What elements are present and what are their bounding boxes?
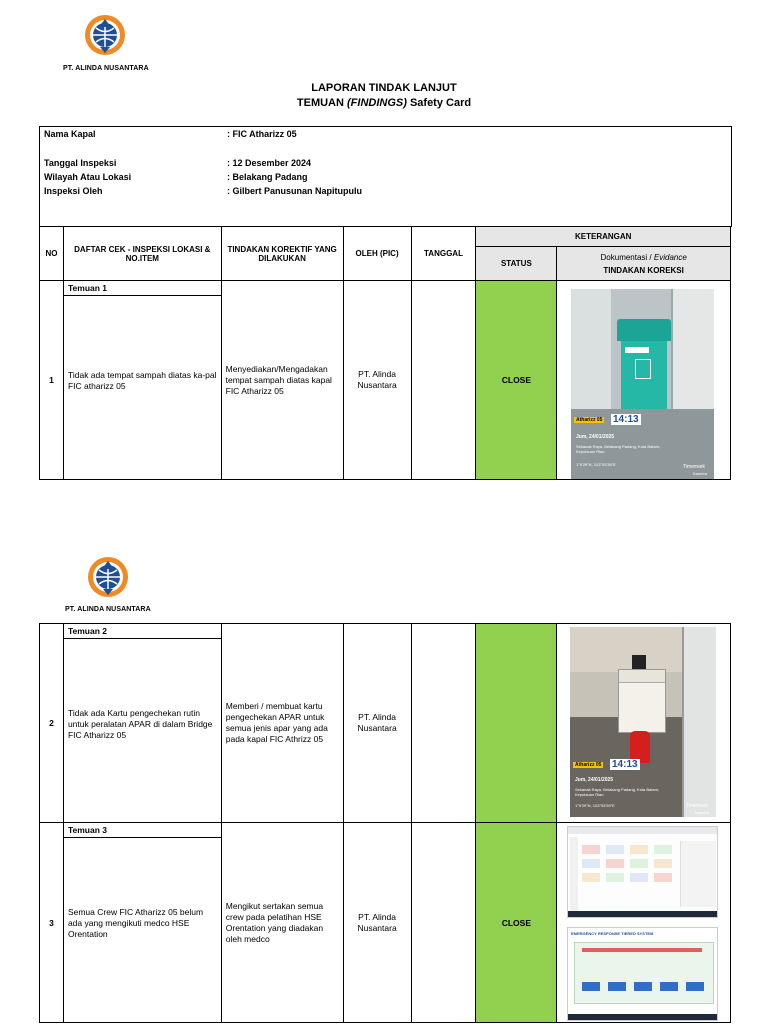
finding-label: Temuan 3 xyxy=(64,823,221,838)
inspection-card-icon xyxy=(618,669,666,733)
inspector-label: Inspeksi Oleh xyxy=(44,186,103,196)
ship-value: : FIC Atharizz 05 xyxy=(227,129,297,139)
report-title-line2: TEMUAN (FINDINGS) Safety Card xyxy=(296,97,472,109)
corrective-action: Menyediakan/Mengadakan tempat sampah diatas kapal FIC Atharizz 05 xyxy=(225,363,332,396)
stamp-date: Jum, 24/01/2025 xyxy=(576,434,615,440)
status-badge xyxy=(476,624,557,823)
status-badge: CLOSE xyxy=(476,281,557,480)
company-logo-icon xyxy=(83,13,127,57)
stamp-coords: 1°9'29"N, 103°53'39"E xyxy=(576,462,616,467)
report-title-line1: LAPORAN TINDAK LANJUT xyxy=(311,82,457,94)
finding-label: Temuan 1 xyxy=(64,281,221,296)
area-label: Wilayah Atau Lokasi xyxy=(44,172,132,182)
header-checklist: DAFTAR CEK - INSPEKSI LOKASI & NO.ITEM xyxy=(63,227,221,281)
finding-text: Semua Crew FIC Atharizz 05 belum ada yang mengikuti medco HSE Orentation xyxy=(67,906,204,939)
stamp-brand: Timemark xyxy=(686,803,709,809)
header-documentation: Dokumentasi / Evidance TINDAKAN KOREKSI xyxy=(557,247,731,281)
finding-number: 2 xyxy=(40,624,64,823)
corrective-action: Mengikut sertakan semua crew pada pelatihan HSE Orentation yang diadakan oleh medco xyxy=(225,900,324,944)
stamp-brand: Timemark xyxy=(683,464,706,470)
date-cell xyxy=(411,281,476,480)
header-corrective: TINDAKAN KOREKTIF YANG DILAKUKAN xyxy=(221,227,343,281)
pic-text: PT. Alinda Nusantara xyxy=(357,712,397,733)
pic-text: PT. Alinda Nusantara xyxy=(357,911,397,933)
stamp-coords: 1°9'29"N, 103°53'39"E xyxy=(575,803,615,808)
stamp-location: Sekanak Raya, Belakang Padang, Kota Batam, Kepulauan Riau xyxy=(575,787,660,797)
evidence-screenshot-1 xyxy=(567,826,718,918)
finding-number: 3 xyxy=(40,823,64,1023)
stamp-sub-brand: Kamera xyxy=(693,471,708,476)
company-name: PT. ALINDA NUSANTARA xyxy=(65,606,151,613)
ship-label: Nama Kapal xyxy=(44,129,96,139)
stamp-time: 14:13 xyxy=(612,759,638,770)
stamp-sub-brand: Kamera xyxy=(695,810,710,815)
evidence-photo-1 xyxy=(571,289,714,479)
finding-text: Tidak ada Kartu pengechekan rutin untuk peralatan APAR di dalam Bridge FIC Atharizz 05 xyxy=(67,707,213,740)
company-name: PT. ALINDA NUSANTARA xyxy=(63,65,149,72)
stamp-location: Sekanak Raya, Belakang Padang, Kota Batam, Kepulauan Riau xyxy=(576,444,661,454)
header-remarks: KETERANGAN xyxy=(476,227,731,247)
info-box xyxy=(39,126,732,227)
finding-label: Temuan 2 xyxy=(64,624,221,639)
date-cell xyxy=(411,823,476,1023)
finding-text: Tidak ada tempat sampah diatas ka-pal FIC atharizz 05 xyxy=(67,370,217,391)
pic-text: PT. Alinda Nusantara xyxy=(357,369,397,390)
trash-bin-lid-icon xyxy=(617,319,671,341)
corrective-action: Memberi / membuat kartu pengechekan APAR untuk semua jenis apar yang ada pada kapal FIC Athrizz 05 xyxy=(225,701,328,744)
header-date: TANGGAL xyxy=(411,227,476,281)
date-value: : 12 Desember 2024 xyxy=(227,158,312,168)
date-label: Tanggal Inspeksi xyxy=(44,158,117,168)
status-badge: CLOSE xyxy=(476,823,557,1023)
stamp-name: Atharizz 05 xyxy=(576,417,603,423)
header-no: NO xyxy=(40,227,64,281)
header-pic: OLEH (PIC) xyxy=(343,227,411,281)
area-value: : Belakang Padang xyxy=(227,172,308,182)
finding-number: 1 xyxy=(40,281,64,480)
stamp-name: Atharizz 05 xyxy=(575,762,602,768)
header-status: STATUS xyxy=(476,247,557,281)
stamp-date: Jum, 24/01/2025 xyxy=(575,777,614,783)
stamp-time: 14:13 xyxy=(613,414,639,425)
evidence-screenshot-2 xyxy=(567,927,718,1021)
evidence-photo-2 xyxy=(570,627,716,817)
slide-title: EMERGENCY RESPONSE TIERED SYSTEM xyxy=(571,931,654,936)
inspector-value: : Gilbert Panusunan Napitupulu xyxy=(227,186,362,196)
date-cell xyxy=(411,624,476,823)
company-logo-icon xyxy=(86,555,130,599)
